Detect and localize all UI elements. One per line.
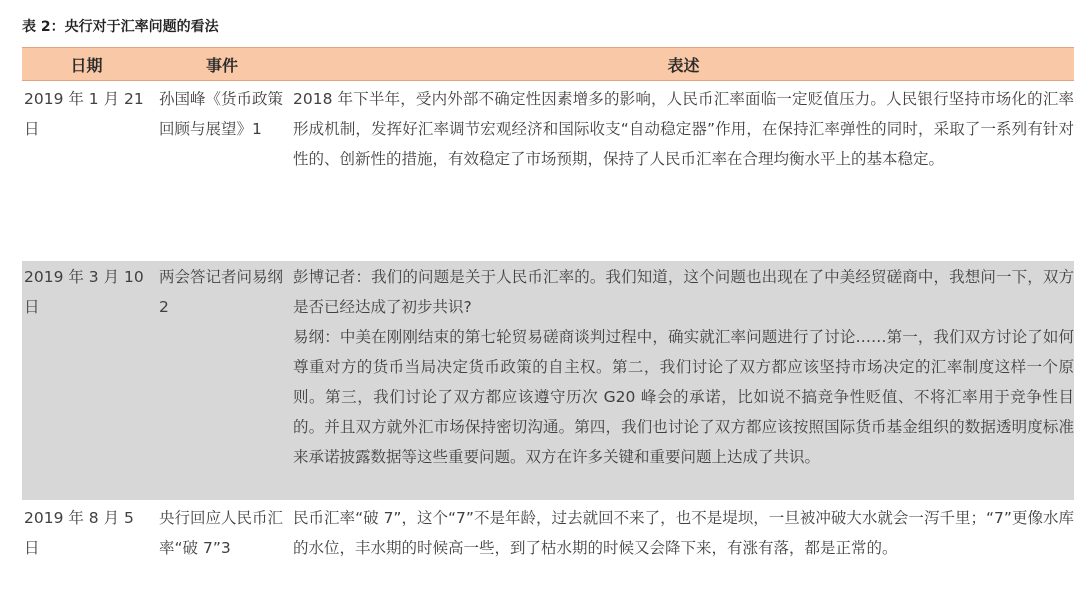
table-row (22, 81, 1074, 261)
row-date: 2019 年 3 月 10 日 (24, 268, 144, 316)
row-date: 2019 年 1 月 21 日 (24, 90, 144, 138)
row-event: 央行回应人民币汇率“破 7”3 (159, 509, 284, 557)
description-paragraph: 易纲：中美在刚刚结束的第七轮贸易磋商谈判过程中，确实就汇率问题进行了讨论……第一，我们双方讨论了如何尊重对方的货币当局决定货币政策的自主权。第二，我们讨论了双方都应该坚持市场决定的汇率制度这样一个原则。第三，我们讨论了双方都应该遵守历次 G20 峰会的承诺，比如说不搞竞争性贬值、不将汇率用于竞争性目的。并且双方就外汇市场保持密切沟通。第四，我们也讨论了双方都应该按照国际货币基金组织的数据透明度标准来承诺披露数据等这些重要问题。双方在许多关键和重要问题上达成了共识。 (293, 328, 1074, 466)
table-row (22, 501, 1074, 594)
header-description: 表述 (667, 55, 700, 75)
table-header-row (22, 47, 1074, 81)
row-date: 2019 年 8 月 5 日 (24, 509, 134, 557)
header-date: 日期 (70, 55, 103, 75)
description-paragraph: 2018 年下半年，受内外部不确定性因素增多的影响，人民币汇率面临一定贬值压力。人民银行坚持市场化的汇率形成机制，发挥好汇率调节宏观经济和国际收支“自动稳定器”作用，在保持汇率弹性的同时，采取了一系列有针对性的、创新性的措施，有效稳定了市场预期，保持了人民币汇率在合理均衡水平上的基本稳定。 (293, 90, 1074, 168)
row-description (293, 84, 1074, 260)
table-caption: 表 2：央行对于汇率问题的看法 (22, 19, 219, 35)
exchange-rate-table (22, 47, 1074, 594)
header-event: 事件 (205, 55, 238, 75)
row-description (293, 262, 1074, 500)
row-event: 孙国峰《货币政策回顾与展望》1 (159, 90, 284, 138)
row-description (293, 503, 1074, 593)
table-row (22, 261, 1074, 501)
description-paragraph: 民币汇率“破 7”，这个“7”不是年龄，过去就回不来了，也不是堤坝，一旦被冲破大水就会一泻千里；“7”更像水库的水位，丰水期的时候高一些，到了枯水期的时候又会降下来，有涨有落，都是正常的。 (293, 509, 1074, 557)
row-event: 两会答记者问易纲2 (159, 268, 284, 316)
description-paragraph: 彭博记者：我们的问题是关于人民币汇率的。我们知道，这个问题也出现在了中美经贸磋商中，我想问一下，双方是否已经达成了初步共识? (293, 268, 1074, 316)
